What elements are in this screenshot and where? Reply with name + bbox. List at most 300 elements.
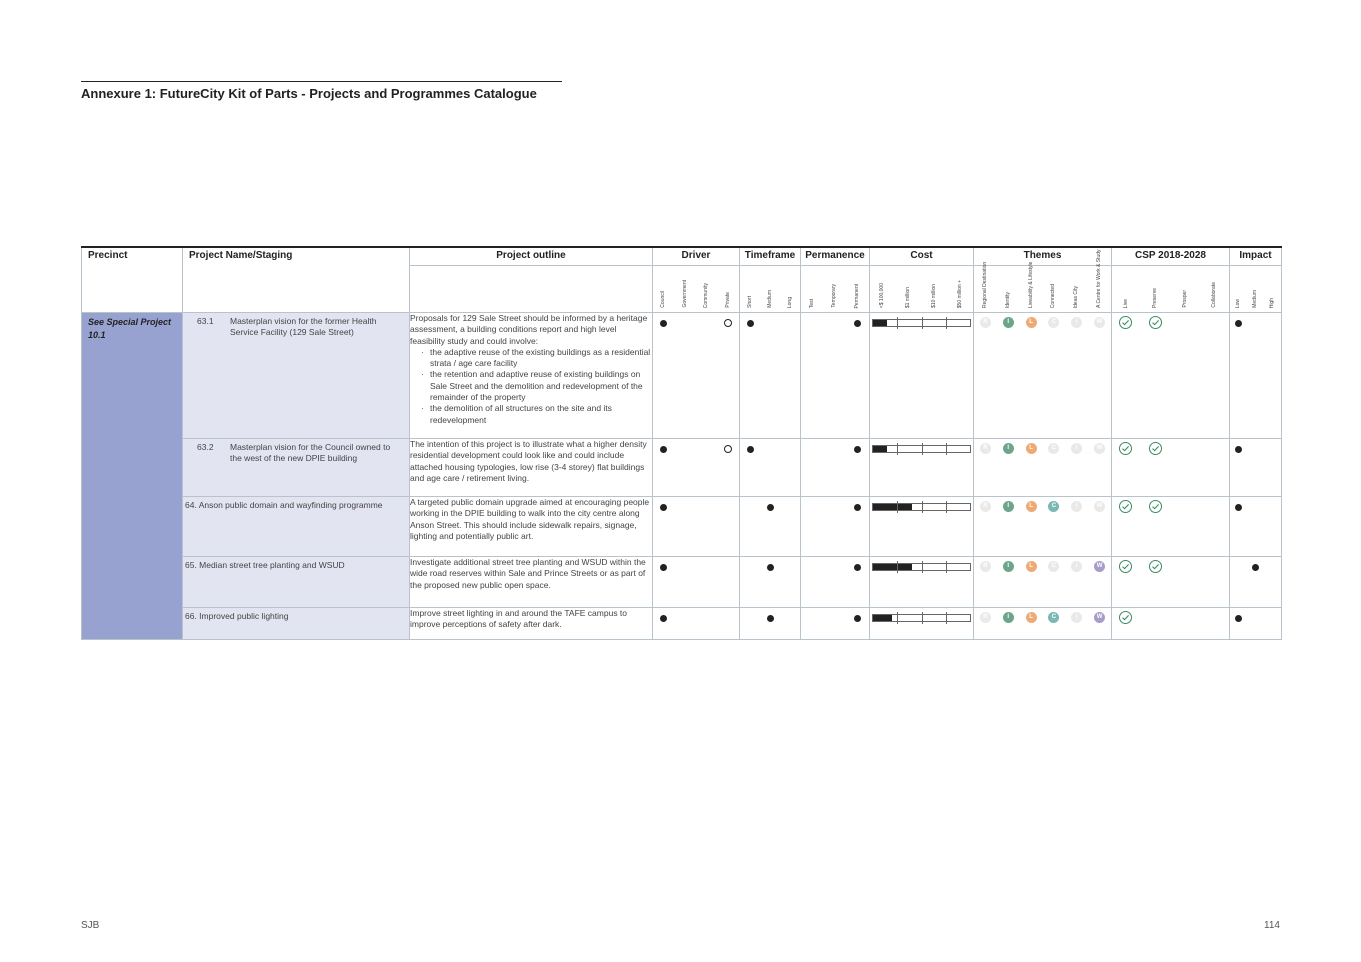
driver-cell [653, 608, 740, 640]
timeframe-slot [745, 562, 755, 572]
theme-badge-icon: I [1003, 443, 1014, 454]
subheader-permanence-label: Temporary [831, 284, 838, 308]
outline-bullet: · the adaptive reuse of the existing buildings as a residential strata / age care facility [410, 347, 652, 370]
project-name: Masterplan vision for the former Health Service Facility (129 Sale Street) [230, 316, 377, 337]
driver-slot [659, 318, 669, 328]
cost-bar-tick [897, 612, 898, 624]
filled-dot-icon [1235, 320, 1242, 327]
impact-slot [1268, 502, 1278, 512]
timeframe-cell [740, 608, 801, 640]
theme-badge-icon: C [1048, 443, 1059, 454]
hollow-circle-icon [724, 445, 732, 453]
driver-slot [659, 444, 669, 454]
header-project: Project Name/Staging [183, 247, 410, 313]
csp-marks [1112, 608, 1229, 624]
themes-row [974, 497, 1111, 512]
theme-badge-icon: i [1071, 501, 1082, 512]
cost-bar-fill [873, 564, 912, 570]
timeframe-slot [785, 444, 795, 454]
subheader-timeframe-label: Long [786, 296, 793, 308]
permanence-slot [807, 502, 817, 512]
subheader-driver-label: Private [724, 292, 731, 308]
themes-row [974, 608, 1111, 623]
cost-bar-fill [873, 446, 887, 452]
timeframe-slot [765, 502, 775, 512]
csp-cell [1112, 313, 1230, 439]
checkmark-circle-icon [1119, 560, 1132, 573]
cost-bar-tick [922, 612, 923, 624]
permanence-cell [801, 497, 870, 557]
permanence-slot [853, 318, 863, 328]
csp-marks [1112, 557, 1229, 573]
theme-badge-icon: i [1071, 317, 1082, 328]
theme-badge-icon: W [1094, 501, 1105, 512]
cost-cell [870, 608, 974, 640]
table-row [82, 608, 1282, 640]
impact-slot [1251, 502, 1261, 512]
project-cell [183, 557, 410, 608]
filled-dot-icon [660, 320, 667, 327]
subheader-driver-label: Council [660, 291, 667, 308]
themes-row [974, 313, 1111, 328]
theme-badge-icon: L [1026, 443, 1037, 454]
subheader-timeframe [740, 266, 800, 312]
csp-cell [1112, 608, 1230, 640]
table-body [82, 313, 1282, 640]
subheader-impact-label: Medium [1252, 290, 1258, 308]
precinct-cell [82, 313, 183, 640]
checkmark-circle-icon [1149, 442, 1162, 455]
timeframe-marks [740, 557, 800, 572]
cost-bar-fill [873, 504, 912, 510]
timeframe-slot [765, 318, 775, 328]
timeframe-cell [740, 439, 801, 497]
project-outline-text: The intention of this project is to illustrate what a higher density residential development could look like and could include attached housing typologies, low rise (3-4 storey) flat buildings and age care / retirement living. [410, 439, 647, 483]
project-outline-text: A targeted public domain upgrade aimed at encouraging people working in the DPIE building to walk into the city centre along Anson Street. This should include sidewalk repairs, signage, lighting and potentially public art. [410, 497, 650, 541]
driver-marks [653, 557, 739, 572]
driver-slot [680, 502, 690, 512]
table-row [82, 497, 1282, 557]
filled-dot-icon [1252, 564, 1259, 571]
cost-bar [872, 445, 971, 453]
themes-cell [974, 608, 1112, 640]
themes-row [974, 557, 1111, 572]
project-outline-text: Proposals for 129 Sale Street should be informed by a heritage assessment, a building conditions report and high level feasibility study and could involve: [410, 313, 648, 346]
themes-cell [974, 439, 1112, 497]
impact-slot [1268, 318, 1278, 328]
subheader-cost [870, 266, 973, 312]
driver-marks [653, 608, 739, 623]
driver-slot [702, 613, 712, 623]
impact-slot [1234, 318, 1244, 328]
outline-bullet: · the retention and adaptive reuse of existing buildings on Sale Street and the demolition and redevelopment of the remainder of the property [410, 369, 652, 403]
footer-left: SJB [81, 920, 100, 931]
filled-dot-icon [660, 504, 667, 511]
cost-bar-tick [922, 317, 923, 329]
theme-badge-icon: I [1003, 317, 1014, 328]
impact-slot [1251, 318, 1261, 328]
impact-cell [1230, 497, 1282, 557]
table-row [82, 439, 1282, 497]
theme-badge-icon: R [980, 612, 991, 623]
theme-badge-icon: R [980, 501, 991, 512]
theme-badge-icon: I [1003, 561, 1014, 572]
cost-cell [870, 439, 974, 497]
cost-bar-tick [922, 443, 923, 455]
filled-dot-icon [660, 615, 667, 622]
subheader-themes-label: A Centre for Work & Study [1096, 249, 1103, 308]
csp-cell [1112, 439, 1230, 497]
driver-slot [680, 613, 690, 623]
permanence-slot [853, 444, 863, 454]
project-name-wrap [183, 439, 409, 464]
hollow-circle-icon [724, 319, 732, 327]
project-cell [183, 313, 410, 439]
subheader-csp-label: Collaborate [1210, 282, 1217, 308]
header-driver: Driver [653, 247, 740, 266]
permanence-marks [801, 608, 869, 623]
subheader-cost-label: $10 million [930, 284, 937, 308]
impact-slot [1234, 613, 1244, 623]
timeframe-marks [740, 439, 800, 454]
filled-dot-icon [767, 615, 774, 622]
impact-marks [1230, 313, 1281, 328]
filled-dot-icon [854, 320, 861, 327]
theme-badge-icon: W [1094, 561, 1105, 572]
driver-slot [680, 562, 690, 572]
permanence-cell [801, 439, 870, 497]
project-outline-cell [410, 557, 653, 608]
checkmark-circle-icon [1119, 500, 1132, 513]
timeframe-cell [740, 497, 801, 557]
filled-dot-icon [854, 564, 861, 571]
title-rule [81, 81, 562, 82]
subheader-driver [653, 266, 739, 312]
permanence-slot [807, 613, 817, 623]
project-name-wrap [183, 313, 409, 338]
cost-bar-fill [873, 320, 887, 326]
theme-badge-icon: W [1094, 317, 1105, 328]
theme-badge-icon: W [1094, 443, 1105, 454]
theme-badge-icon: L [1026, 612, 1037, 623]
impact-cell [1230, 557, 1282, 608]
subheader-csp [1112, 266, 1229, 312]
driver-slot [659, 613, 669, 623]
header-precinct: Precinct [82, 247, 183, 313]
timeframe-slot [745, 318, 755, 328]
project-outline-text: Investigate additional street tree planting and WSUD within the wide road reserves within Sale and Prince Streets or as part of the proposed new public open space. [410, 557, 646, 590]
checkmark-circle-icon [1149, 560, 1162, 573]
driver-cell [653, 439, 740, 497]
permanence-cell [801, 608, 870, 640]
permanence-marks [801, 313, 869, 328]
driver-slot [680, 318, 690, 328]
header-csp: CSP 2018-2028 [1112, 247, 1230, 266]
driver-cell [653, 557, 740, 608]
outline-bullet: · the demolition of all structures on the site and its redevelopment [410, 403, 652, 426]
driver-slot [702, 444, 712, 454]
table-row [82, 313, 1282, 439]
csp-marks [1112, 313, 1229, 329]
subheader-timeframe-label: Short [746, 296, 753, 308]
subheader-permanence-label: Test [808, 298, 815, 308]
header-cost: Cost [870, 247, 974, 266]
cost-bar-tick [897, 561, 898, 573]
permanence-cell [801, 313, 870, 439]
project-name: Masterplan vision for the Council owned to the west of the new DPIE building [230, 442, 391, 463]
project-outline-cell [410, 439, 653, 497]
cost-bar-tick [946, 501, 947, 513]
timeframe-slot [745, 502, 755, 512]
permanence-slot [830, 444, 840, 454]
cost-bar [872, 503, 971, 511]
impact-slot [1234, 444, 1244, 454]
cost-bar-tick [897, 317, 898, 329]
project-outline-cell [410, 608, 653, 640]
header-themes: Themes [974, 247, 1112, 266]
cost-bar-tick [946, 443, 947, 455]
cost-bar-tick [946, 317, 947, 329]
subheader-themes-label: Ideas City [1073, 285, 1080, 308]
cost-bar-fill [873, 615, 892, 621]
theme-badge-icon: R [980, 443, 991, 454]
timeframe-cell [740, 313, 801, 439]
impact-slot [1234, 502, 1244, 512]
timeframe-marks [740, 313, 800, 328]
driver-slot [723, 562, 733, 572]
impact-marks [1230, 439, 1281, 454]
project-outline-cell [410, 313, 653, 439]
timeframe-slot [785, 502, 795, 512]
driver-slot [702, 318, 712, 328]
impact-cell [1230, 313, 1282, 439]
impact-slot [1268, 613, 1278, 623]
permanence-slot [830, 502, 840, 512]
checkmark-circle-icon [1149, 316, 1162, 329]
theme-badge-icon: i [1071, 612, 1082, 623]
subheader-permanence [801, 266, 869, 312]
csp-marks [1112, 439, 1229, 455]
checkmark-circle-icon [1149, 500, 1162, 513]
impact-slot [1268, 562, 1278, 572]
filled-dot-icon [854, 446, 861, 453]
filled-dot-icon [747, 320, 754, 327]
page-title: Annexure 1: FutureCity Kit of Parts - Projects and Programmes Catalogue [81, 86, 537, 101]
driver-cell [653, 313, 740, 439]
cost-bar-tick [946, 612, 947, 624]
timeframe-marks [740, 497, 800, 512]
subheader-permanence-label: Permanent [854, 283, 861, 308]
project-outline-cell [410, 497, 653, 557]
header-permanence: Permanence [801, 247, 870, 266]
theme-badge-icon: L [1026, 561, 1037, 572]
themes-row [974, 439, 1111, 454]
subheader-themes-label: Connected [1050, 283, 1057, 308]
subheader-themes-label: Liveability & Lifestyle [1027, 261, 1034, 308]
theme-badge-icon: R [980, 561, 991, 572]
checkmark-circle-icon [1119, 611, 1132, 624]
subheader-cost-label: <$ 100,000 [879, 282, 886, 308]
header-outline: Project outline [410, 247, 653, 266]
permanence-slot [830, 562, 840, 572]
subheader-cost-label: $50 million + [956, 279, 963, 308]
driver-slot [702, 562, 712, 572]
filled-dot-icon [854, 504, 861, 511]
impact-marks [1230, 608, 1281, 623]
subheader-driver-label: Community [703, 282, 710, 308]
subheader-timeframe-label: Medium [766, 290, 773, 308]
project-cell [183, 608, 410, 640]
page-number: 114 [1264, 920, 1280, 931]
permanence-cell [801, 557, 870, 608]
theme-badge-icon: C [1048, 612, 1059, 623]
subheader-themes-label: Regional Destination [981, 261, 988, 308]
filled-dot-icon [660, 564, 667, 571]
driver-slot [659, 562, 669, 572]
filled-dot-icon [1235, 446, 1242, 453]
timeframe-slot [785, 318, 795, 328]
subheader-driver-label: Government [681, 280, 688, 308]
project-name: 66. Improved public lighting [185, 611, 289, 621]
cost-bar-tick [946, 561, 947, 573]
filled-dot-icon [854, 615, 861, 622]
impact-cell [1230, 439, 1282, 497]
driver-slot [680, 444, 690, 454]
permanence-slot [807, 562, 817, 572]
subheader-outline-blank [410, 266, 653, 313]
permanence-slot [807, 444, 817, 454]
cost-bar [872, 563, 971, 571]
project-cell [183, 439, 410, 497]
table-row [82, 557, 1282, 608]
catalogue-table [81, 246, 1282, 640]
filled-dot-icon [1235, 504, 1242, 511]
permanence-slot [853, 502, 863, 512]
cost-bar-tick [922, 561, 923, 573]
permanence-slot [807, 318, 817, 328]
precinct-label: See Special Project 10.1 [88, 317, 172, 340]
subheader-impact-label: Low [1235, 298, 1241, 308]
impact-cell [1230, 608, 1282, 640]
checkmark-circle-icon [1119, 442, 1132, 455]
driver-slot [723, 318, 733, 328]
driver-slot [659, 502, 669, 512]
filled-dot-icon [660, 446, 667, 453]
themes-cell [974, 557, 1112, 608]
theme-badge-icon: C [1048, 317, 1059, 328]
filled-dot-icon [747, 446, 754, 453]
permanence-marks [801, 439, 869, 454]
cost-cell [870, 557, 974, 608]
theme-badge-icon: i [1071, 443, 1082, 454]
project-cell [183, 497, 410, 557]
theme-badge-icon: W [1094, 612, 1105, 623]
filled-dot-icon [767, 564, 774, 571]
impact-slot [1251, 444, 1261, 454]
theme-badge-icon: L [1026, 501, 1037, 512]
theme-badge-icon: i [1071, 561, 1082, 572]
project-name: 65. Median street tree planting and WSUD [185, 560, 345, 570]
impact-marks [1230, 497, 1281, 512]
themes-cell [974, 497, 1112, 557]
filled-dot-icon [1235, 615, 1242, 622]
subheader-impact [1230, 266, 1281, 312]
project-number: 63.1 [197, 316, 214, 326]
checkmark-circle-icon [1119, 316, 1132, 329]
impact-slot [1251, 613, 1261, 623]
timeframe-marks [740, 608, 800, 623]
timeframe-slot [745, 444, 755, 454]
permanence-marks [801, 557, 869, 572]
permanence-slot [853, 562, 863, 572]
driver-slot [723, 502, 733, 512]
csp-cell [1112, 497, 1230, 557]
subheader-csp-label: Preserve [1152, 287, 1159, 308]
timeframe-slot [765, 562, 775, 572]
impact-marks [1230, 557, 1281, 572]
cost-bar [872, 614, 971, 622]
driver-slot [723, 444, 733, 454]
permanence-slot [830, 318, 840, 328]
theme-badge-icon: L [1026, 317, 1037, 328]
timeframe-slot [785, 613, 795, 623]
cost-bar-tick [897, 501, 898, 513]
project-name: 64. Anson public domain and wayfinding programme [185, 500, 383, 510]
theme-badge-icon: R [980, 317, 991, 328]
cost-bar-tick [922, 501, 923, 513]
subheader-impact-label: High [1269, 297, 1275, 308]
theme-badge-icon: C [1048, 561, 1059, 572]
subheader-themes-label: Identity [1004, 291, 1011, 308]
driver-marks [653, 497, 739, 512]
themes-cell [974, 313, 1112, 439]
driver-slot [702, 502, 712, 512]
permanence-slot [830, 613, 840, 623]
filled-dot-icon [767, 504, 774, 511]
driver-marks [653, 439, 739, 454]
cost-bar-tick [897, 443, 898, 455]
driver-marks [653, 313, 739, 328]
driver-slot [723, 613, 733, 623]
csp-marks [1112, 497, 1229, 513]
timeframe-slot [745, 613, 755, 623]
theme-badge-icon: I [1003, 501, 1014, 512]
timeframe-slot [785, 562, 795, 572]
project-outline-text: Improve street lighting in and around the TAFE campus to improve perceptions of safety after dark. [410, 608, 628, 630]
timeframe-slot [765, 613, 775, 623]
timeframe-slot [765, 444, 775, 454]
project-number: 63.2 [197, 442, 214, 452]
cost-cell [870, 497, 974, 557]
cost-cell [870, 313, 974, 439]
subheader-csp-label: Prosper [1181, 290, 1188, 308]
subheader-cost-label: $1 million [905, 286, 912, 308]
impact-slot [1268, 444, 1278, 454]
driver-cell [653, 497, 740, 557]
header-impact: Impact [1230, 247, 1282, 266]
timeframe-cell [740, 557, 801, 608]
permanence-slot [853, 613, 863, 623]
header-timeframe: Timeframe [740, 247, 801, 266]
csp-cell [1112, 557, 1230, 608]
impact-slot [1251, 562, 1261, 572]
subheader-csp-label: Live [1123, 298, 1130, 308]
impact-slot [1234, 562, 1244, 572]
theme-badge-icon: I [1003, 612, 1014, 623]
permanence-marks [801, 497, 869, 512]
theme-badge-icon: C [1048, 501, 1059, 512]
cost-bar [872, 319, 971, 327]
